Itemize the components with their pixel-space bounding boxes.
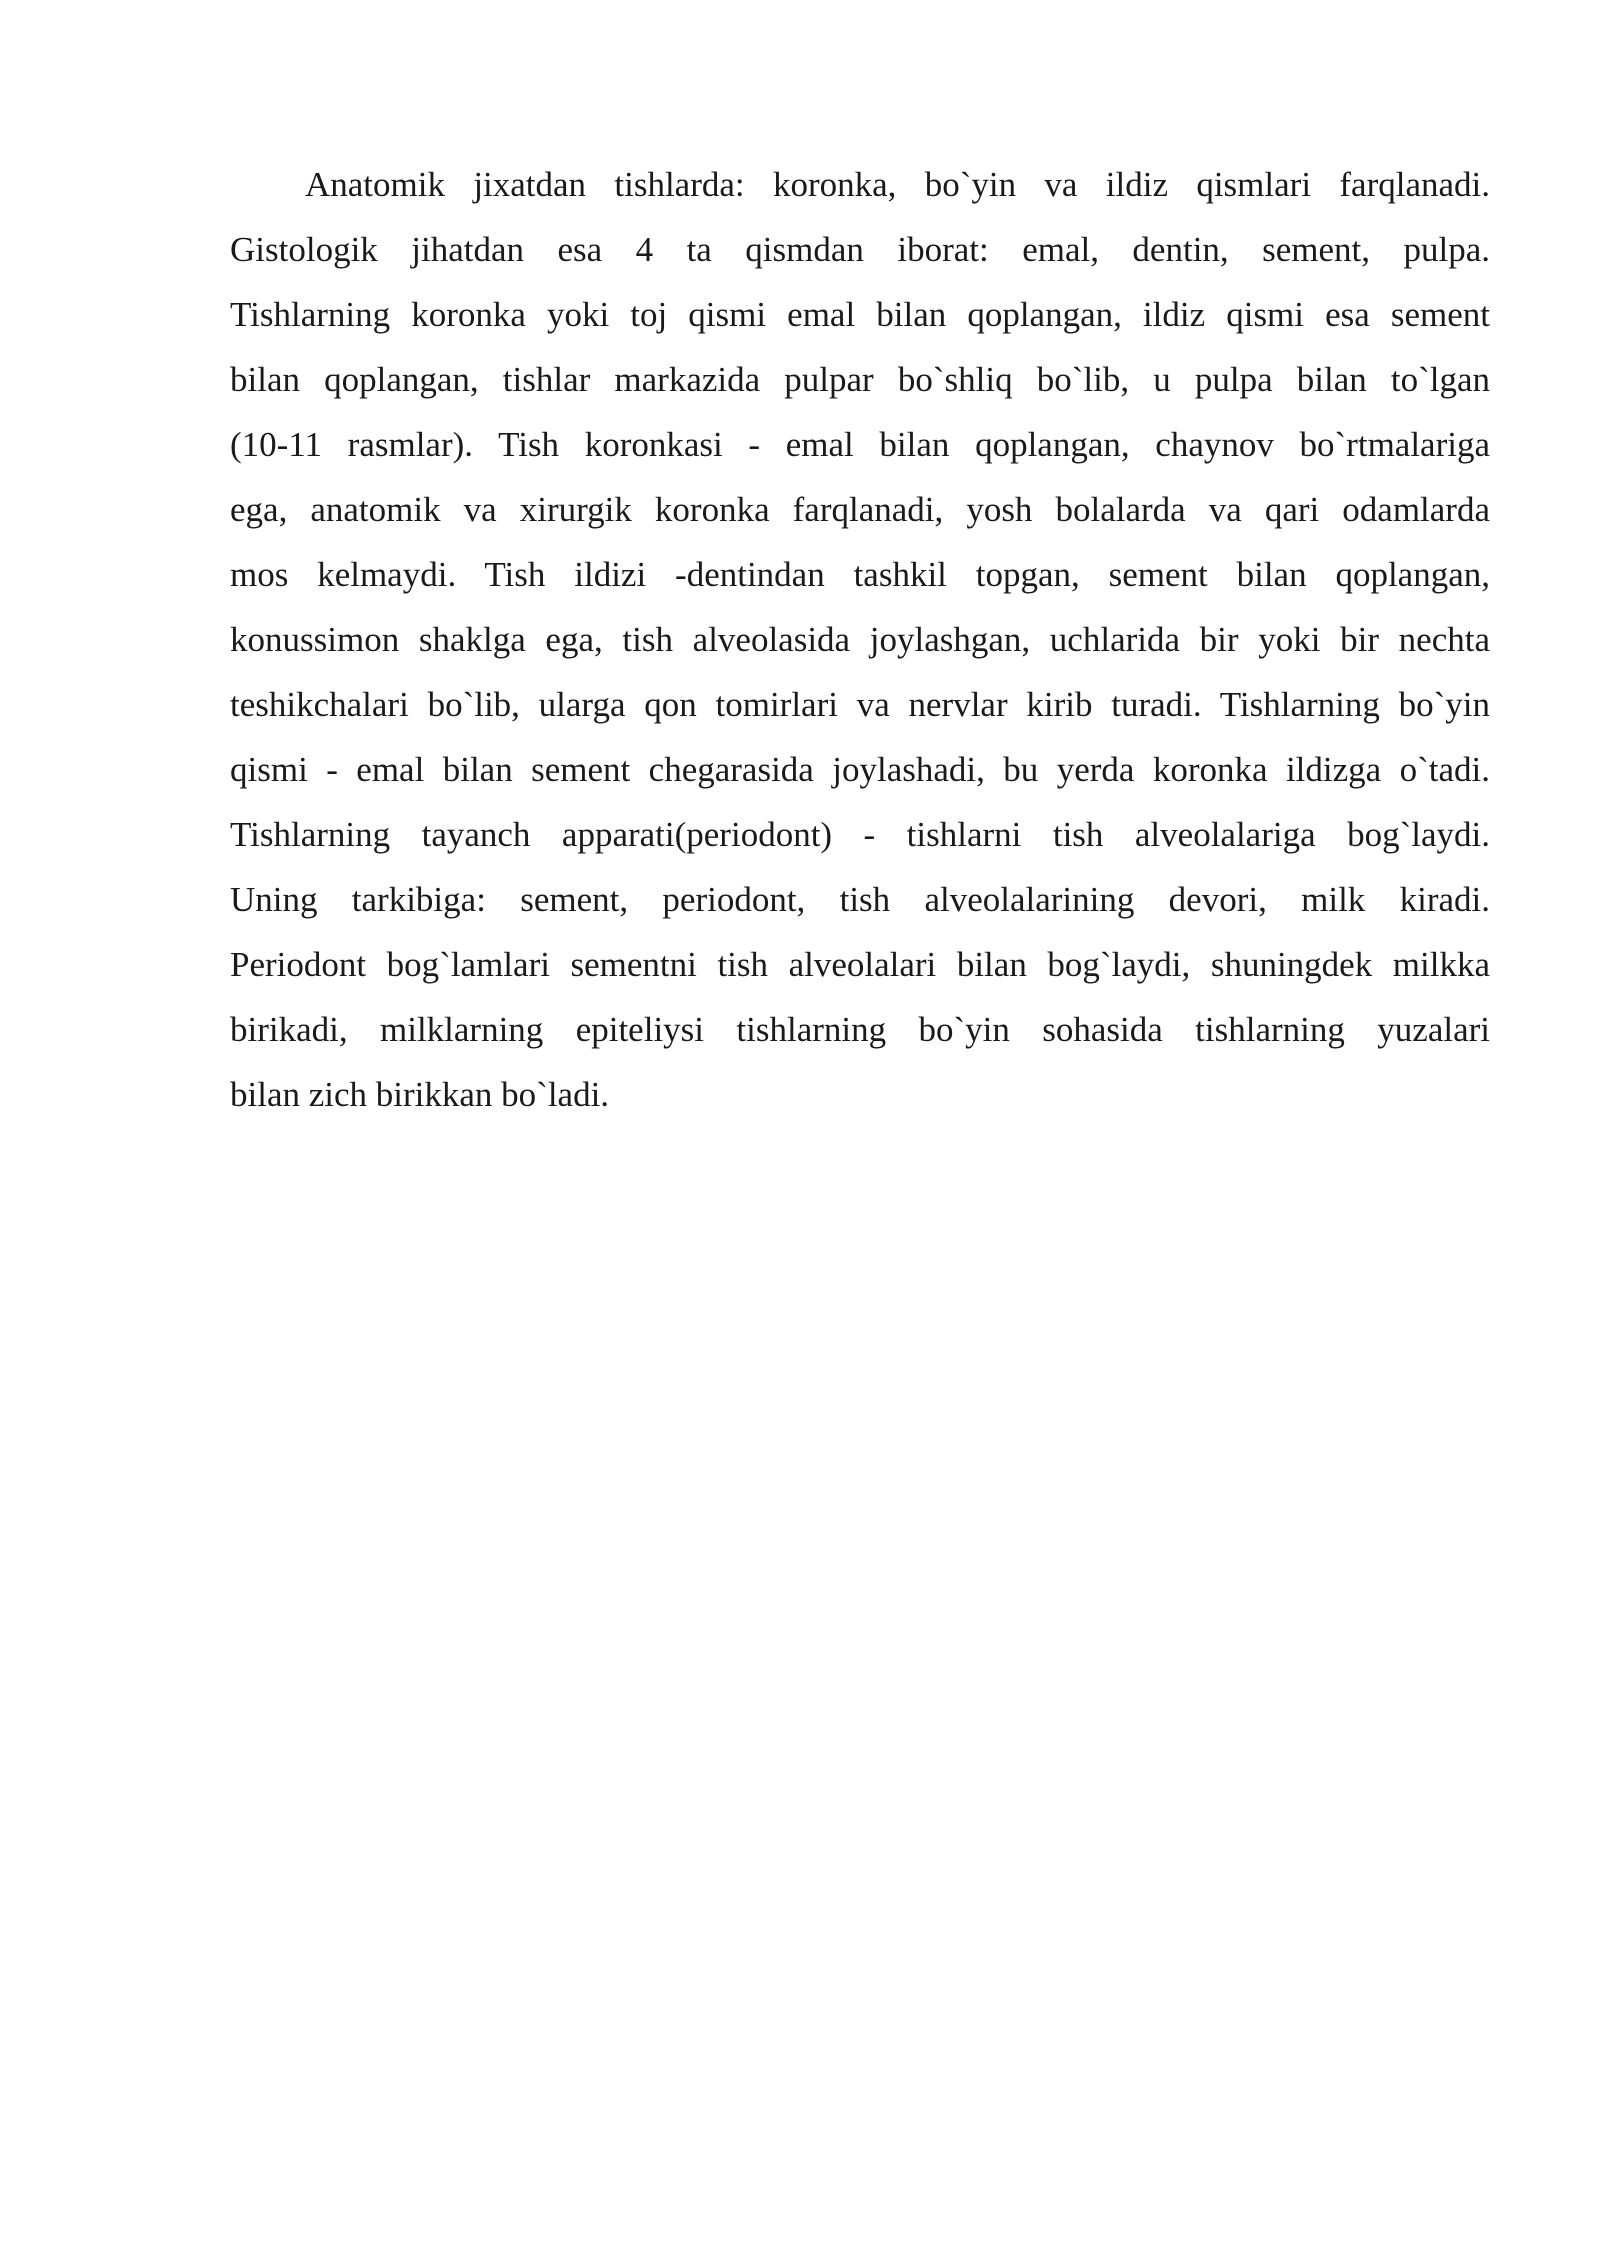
- body-paragraph: [230, 152, 1490, 1127]
- paragraph-line: Tishlarning tayanch apparati(periodont) - tishlarni tish alveolalariga bog`laydi.: [230, 815, 1490, 854]
- paragraph-line: Periodont bog`lamlari sementni tish alveolalari bilan bog`laydi, shuningdek milkka: [230, 945, 1490, 984]
- paragraph-line: Anatomik jixatdan tishlarda: koronka, bo`yin va ildiz qismlari farqlanadi.: [305, 165, 1490, 204]
- paragraph-line: Tishlarning koronka yoki toj qismi emal bilan qoplangan, ildiz qismi esa sement: [230, 295, 1490, 334]
- paragraph-line: birikadi, milklarning epiteliysi tishlarning bo`yin sohasida tishlarning yuzalari: [230, 1010, 1490, 1049]
- paragraph-line: teshikchalari bo`lib, ularga qon tomirlari va nervlar kirib turadi. Tishlarning bo`yin: [230, 685, 1490, 724]
- paragraph-line: (10-11 rasmlar). Tish koronkasi - emal bilan qoplangan, chaynov bo`rtmalariga: [230, 425, 1490, 464]
- paragraph-line: bilan qoplangan, tishlar markazida pulpar bo`shliq bo`lib, u pulpa bilan to`lgan: [230, 360, 1490, 399]
- paragraph-line: qismi - emal bilan sement chegarasida joylashadi, bu yerda koronka ildizga o`tadi.: [230, 750, 1490, 789]
- paragraph-line: bilan zich birikkan bo`ladi.: [230, 1075, 610, 1114]
- paragraph-line: mos kelmaydi. Tish ildizi -dentindan tashkil topgan, sement bilan qoplangan,: [230, 555, 1490, 594]
- paragraph-line: Gistologik jihatdan esa 4 ta qismdan iborat: emal, dentin, sement, pulpa.: [230, 230, 1490, 269]
- paragraph-line: konussimon shaklga ega, tish alveolasida joylashgan, uchlarida bir yoki bir nechta: [230, 620, 1490, 659]
- paragraph-line: Uning tarkibiga: sement, periodont, tish alveolalarining devori, milk kiradi.: [230, 880, 1490, 919]
- paragraph-line: ega, anatomik va xirurgik koronka farqlanadi, yosh bolalarda va qari odamlarda: [230, 490, 1490, 529]
